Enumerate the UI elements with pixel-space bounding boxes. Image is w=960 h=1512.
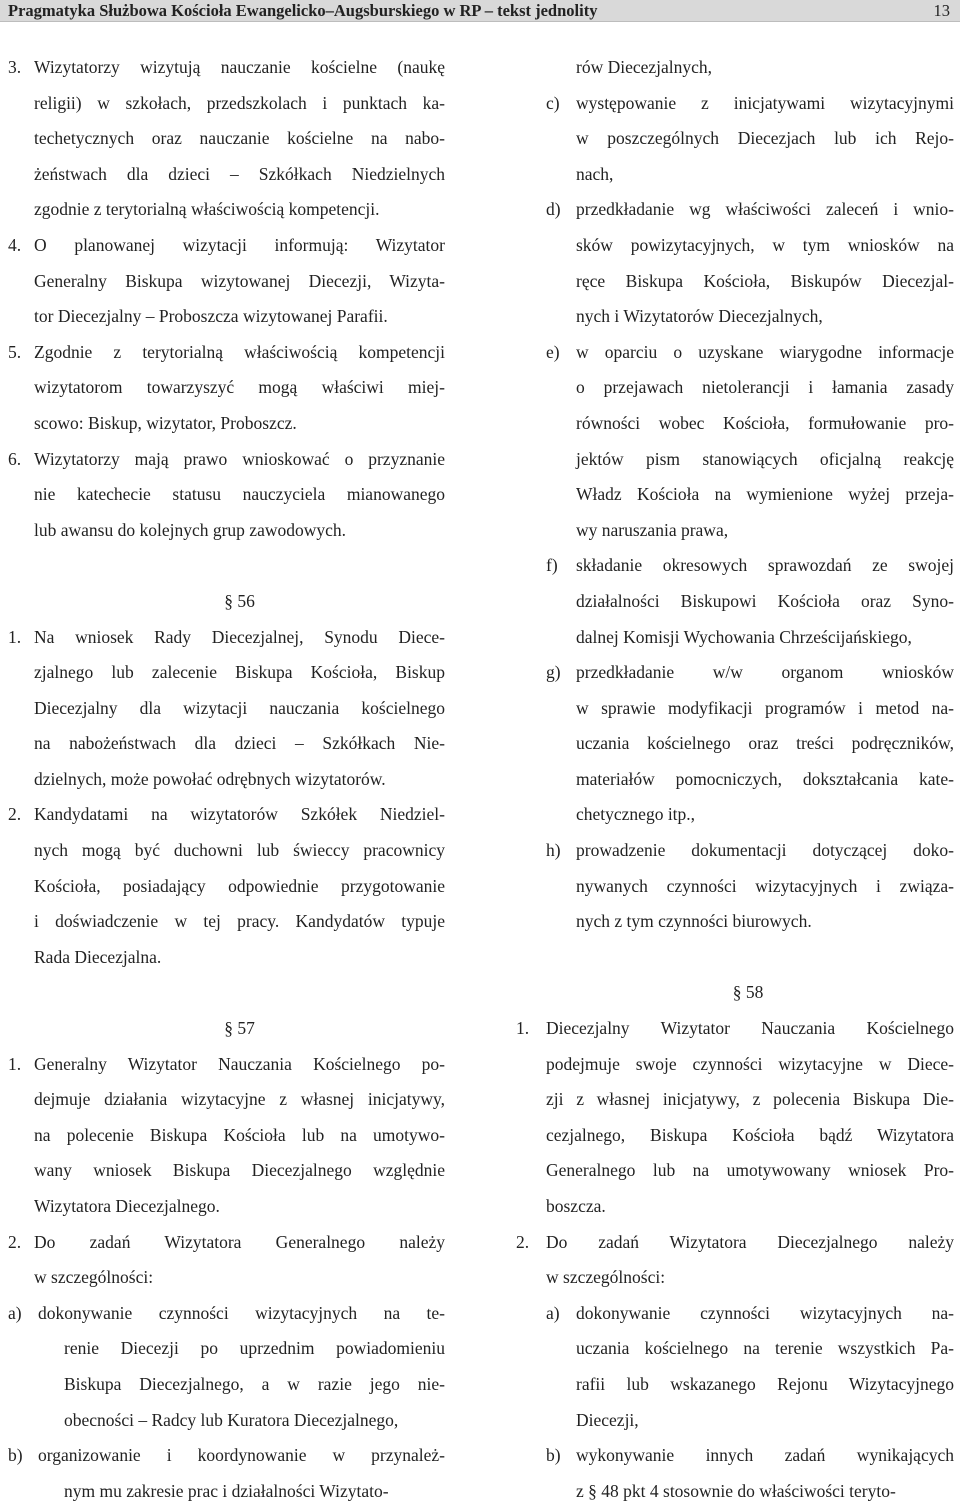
line-text: prowadzenie dokumentacji dotyczącej doko- <box>576 840 954 861</box>
line-text: nych i Wizytatorów Diecezjalnych, <box>576 306 823 327</box>
line-text: materiałów pomocniczych, dokształcania kate- <box>576 768 954 789</box>
text-line <box>8 124 445 160</box>
list-letter: a) <box>546 1302 560 1323</box>
list-number: 1. <box>8 1053 22 1074</box>
line-text: Wizytatora Diecezjalnego. <box>34 1196 220 1216</box>
section-heading: § 58 <box>732 982 764 1003</box>
text-line <box>516 1477 954 1512</box>
list-letter: b) <box>8 1445 23 1466</box>
text-line <box>8 836 445 872</box>
line-text: renie Diecezji po uprzednim powiadomieniu <box>64 1338 445 1359</box>
line-text: rów Diecezjalnych, <box>576 57 713 77</box>
line-text: O planowanej wizytacji informują: Wizytator <box>34 234 445 255</box>
text-line <box>8 800 445 836</box>
line-text: Do zadań Wizytatora Diecezjalnego należy <box>546 1231 954 1252</box>
page-header <box>0 0 960 22</box>
line-text: w sprawie modyfikacji programów i metod na- <box>576 697 954 718</box>
line-text: chetycznego itp., <box>576 804 696 825</box>
text-line <box>516 231 954 267</box>
line-text: Rada Diecezjalna. <box>34 946 162 967</box>
line-text: nywanych czynności wizytacyjnych i związa- <box>576 875 954 896</box>
line-text: zjalnego lub zalecenie Biskupa Kościoła, Biskup <box>34 662 445 683</box>
line-text: występowanie z inicjatywami wizytacyjnymi <box>576 92 954 113</box>
list-letter: a) <box>8 1302 22 1323</box>
list-letter: d) <box>546 199 561 220</box>
text-line <box>8 1228 445 1264</box>
line-text: dokonywanie czynności wizytacyjnych na- <box>576 1302 954 1323</box>
section-heading: § 56 <box>224 590 255 611</box>
text-line <box>516 124 954 160</box>
page-number: 13 <box>933 1 950 20</box>
text-line <box>8 765 445 801</box>
line-text: obecności – Radcy lub Kuratora Diecezjalnego, <box>64 1409 399 1430</box>
text-line <box>516 872 954 908</box>
line-text: w oparciu o uzyskane wiarygodne informacje <box>576 341 954 362</box>
text-line <box>8 1441 445 1477</box>
line-text: uczania kościelnego oraz treści podręczników, <box>576 733 954 754</box>
list-number: 2. <box>516 1231 530 1252</box>
text-line <box>8 1263 445 1299</box>
text-line <box>8 943 445 979</box>
line-text: lub awansu do kolejnych grup zawodowych. <box>34 519 347 540</box>
line-text: Generalnego lub na umotywowany wniosek Pro- <box>546 1160 954 1181</box>
header-title: Pragmatyka Służbowa Kościoła Ewangelicko–Augsburskiego w RP – tekst jednolity <box>8 1 598 20</box>
line-text: Diecezjalny Wizytator Nauczania Kościelnego <box>546 1018 954 1039</box>
text-line <box>516 409 954 445</box>
line-text: dejmuje działania wizytacyjne z własnej inicjatywy, <box>34 1089 445 1110</box>
line-text: równości wobec Kościoła, formułowanie pro- <box>576 412 954 433</box>
line-text: o przejawach nietolerancji i łamania zasady <box>576 377 954 398</box>
line-text: Wizytatorzy mają prawo wnioskować o przyznanie <box>34 448 445 469</box>
line-text: tor Diecezjalny – Proboszcza wizytowanej Parafii. <box>34 306 388 327</box>
text-line <box>516 1156 954 1192</box>
line-text: boszcza. <box>546 1196 606 1216</box>
line-text: nych mogą być duchowni lub świeccy pracownicy <box>34 840 445 861</box>
text-line <box>516 1334 954 1370</box>
line-text: przedkładanie wg właściwości zaleceń i wnio- <box>576 199 954 220</box>
text-line <box>8 1050 445 1086</box>
text-line <box>516 800 954 836</box>
list-number: 6. <box>8 448 22 469</box>
text-line <box>516 765 954 801</box>
line-text: dalnej Komisji Wychowania Chrześcijańskiego, <box>576 626 912 647</box>
line-text: Diecezji, <box>576 1409 639 1430</box>
text-line <box>8 1085 445 1121</box>
line-text: techetycznych oraz nauczanie kościelne na nabo- <box>34 128 445 149</box>
text-line <box>516 516 954 552</box>
line-text: wykonywanie innych zadań wynikających <box>576 1445 954 1466</box>
paragraph-gap <box>516 943 954 979</box>
text-line <box>516 1228 954 1264</box>
list-letter: e) <box>546 341 560 362</box>
text-line <box>516 160 954 196</box>
text-line <box>516 729 954 765</box>
text-line <box>516 302 954 338</box>
line-text: Zgodnie z terytorialną właściwością kompetencji <box>34 341 445 362</box>
text-line <box>8 729 445 765</box>
text-line <box>516 836 954 872</box>
line-text: na nabożeństwach dla dzieci – Szkółkach Nie- <box>34 733 445 754</box>
line-text: wy naruszania prawa, <box>576 519 729 540</box>
line-text: ręce Biskupa Kościoła, Biskupów Diecezjal- <box>576 270 954 291</box>
list-number: 3. <box>8 57 22 77</box>
line-text: w poszczególnych Diecezjach lub ich Rejo- <box>576 128 954 149</box>
text-line <box>8 1477 445 1512</box>
text-line <box>516 1050 954 1086</box>
paragraph-gap <box>8 551 445 587</box>
text-line <box>516 373 954 409</box>
line-text: organizowanie i koordynowanie w przynależ- <box>38 1445 445 1466</box>
line-text: na polecenie Biskupa Kościoła lub na umotywo- <box>34 1124 445 1145</box>
line-text: uczania kościelnego na terenie wszystkich Pa- <box>576 1338 954 1359</box>
list-letter: f) <box>546 555 558 576</box>
line-text: Na wniosek Rady Diecezjalnej, Synodu Diece- <box>34 626 445 647</box>
text-line <box>8 694 445 730</box>
line-text: składanie okresowych sprawozdań ze swojej <box>576 555 954 576</box>
text-line <box>8 53 445 89</box>
text-line <box>8 231 445 267</box>
text-line <box>516 89 954 125</box>
line-text: dokonywanie czynności wizytacyjnych na te- <box>38 1302 445 1323</box>
text-line <box>8 907 445 943</box>
text-line <box>516 1192 954 1228</box>
line-text: nym mu zakresie prac i działalności Wizytato- <box>64 1480 389 1501</box>
line-text: rafii lub wskazanego Rejonu Wizytacyjnego <box>576 1373 954 1394</box>
text-line <box>516 1406 954 1442</box>
line-text: nie katechecie statusu nauczyciela mianowanego <box>34 484 445 505</box>
line-text: Kandydatami na wizytatorów Szkółek Niedziel- <box>34 804 445 825</box>
line-text: żeństwach dla dzieci – Szkółkach Niedzielnych <box>34 163 445 184</box>
text-line <box>8 338 445 374</box>
line-text: cezjalnego, Biskupa Kościoła bądź Wizytatora <box>546 1124 954 1145</box>
list-letter: b) <box>546 1445 561 1466</box>
text-line <box>516 1121 954 1157</box>
text-line <box>516 267 954 303</box>
list-letter: h) <box>546 840 561 861</box>
line-text: i doświadczenie w tej pracy. Kandydatów typuje <box>34 911 445 932</box>
line-text: scowo: Biskup, wizytator, Proboszcz. <box>34 412 297 433</box>
paragraph-gap <box>8 978 445 1014</box>
text-line <box>516 551 954 587</box>
line-text: nych z tym czynności biurowych. <box>576 911 812 932</box>
text-line <box>8 1406 445 1442</box>
text-line <box>8 267 445 303</box>
text-line <box>8 1156 445 1192</box>
text-line <box>8 1299 445 1335</box>
text-line <box>516 445 954 481</box>
text-line <box>516 623 954 659</box>
list-number: 5. <box>8 341 22 362</box>
text-line <box>516 1085 954 1121</box>
text-line <box>516 658 954 694</box>
line-text: wany wniosek Biskupa Diecezjalnego względnie <box>34 1160 445 1181</box>
text-line <box>8 1334 445 1370</box>
section-heading: § 57 <box>224 1018 255 1039</box>
text-line <box>8 409 445 445</box>
list-letter: g) <box>546 662 561 683</box>
line-text: Generalny Wizytator Nauczania Kościelnego po- <box>34 1053 445 1074</box>
line-text: Diecezjalny dla wizytacji nauczania kościelnego <box>34 697 445 718</box>
text-line <box>8 658 445 694</box>
text-line <box>516 1263 954 1299</box>
text-line <box>516 338 954 374</box>
left-column <box>8 53 445 1512</box>
line-text: działalności Biskupowi Kościoła oraz Syno- <box>576 590 954 611</box>
right-column <box>516 53 954 1512</box>
line-text: dzielnych, może powołać odrębnych wizytatorów. <box>34 768 386 789</box>
text-line <box>8 373 445 409</box>
line-text: jektów pism stanowiących oficjalną reakcję <box>576 448 954 469</box>
line-text: z § 48 pkt 4 stosownie do właściwości teryto- <box>576 1480 896 1501</box>
text-line <box>8 195 445 231</box>
line-text: Wizytatorzy wizytują nauczanie kościelne (naukę <box>34 57 445 77</box>
line-text: w szczególności: <box>546 1267 666 1288</box>
text-line <box>8 445 445 481</box>
text-line <box>516 1299 954 1335</box>
line-text: Biskupa Diecezjalnego, a w razie jego nie- <box>64 1373 445 1394</box>
line-text: nach, <box>576 163 614 184</box>
text-line <box>8 623 445 659</box>
list-number: 1. <box>516 1018 530 1039</box>
line-text: Generalny Biskupa wizytowanej Diecezji, Wizyta- <box>34 270 445 291</box>
text-line <box>516 587 954 623</box>
line-text: wizytatorom towarzyszyć mogą właściwi miej- <box>34 377 445 398</box>
line-text: Do zadań Wizytatora Generalnego należy <box>34 1231 445 1252</box>
text-line <box>516 480 954 516</box>
text-line <box>516 907 954 943</box>
line-text: Władz Kościoła na wymienione wyżej przeja- <box>576 484 954 505</box>
line-text: zgodnie z terytorialną właściwością kompetencji. <box>34 199 380 220</box>
line-text: sków powizytacyjnych, w tym wniosków na <box>576 234 954 255</box>
list-number: 2. <box>8 804 22 825</box>
text-line <box>8 1121 445 1157</box>
text-line <box>516 1441 954 1477</box>
line-text: religii) w szkołach, przedszkolach i punktach ka- <box>34 92 445 113</box>
line-text: przedkładanie w/w organom wniosków <box>576 662 954 683</box>
list-number: 4. <box>8 234 22 255</box>
text-line <box>8 872 445 908</box>
text-line <box>516 1014 954 1050</box>
line-text: podejmuje swoje czynności wizytacyjne w Diece- <box>546 1053 954 1074</box>
text-line <box>8 516 445 552</box>
text-line <box>516 53 954 89</box>
text-line <box>516 1370 954 1406</box>
text-line <box>516 694 954 730</box>
text-line <box>8 480 445 516</box>
line-text: Kościoła, posiadający odpowiednie przygotowanie <box>34 875 445 896</box>
text-line <box>8 160 445 196</box>
list-letter: c) <box>546 92 560 113</box>
text-line <box>8 1192 445 1228</box>
text-line <box>8 302 445 338</box>
text-line <box>8 1370 445 1406</box>
list-number: 2. <box>8 1231 22 1252</box>
line-text: w szczególności: <box>34 1267 154 1288</box>
text-line <box>8 89 445 125</box>
list-number: 1. <box>8 626 22 647</box>
text-line <box>516 195 954 231</box>
line-text: zji z własnej inicjatywy, z polecenia Biskupa Die- <box>546 1089 954 1110</box>
